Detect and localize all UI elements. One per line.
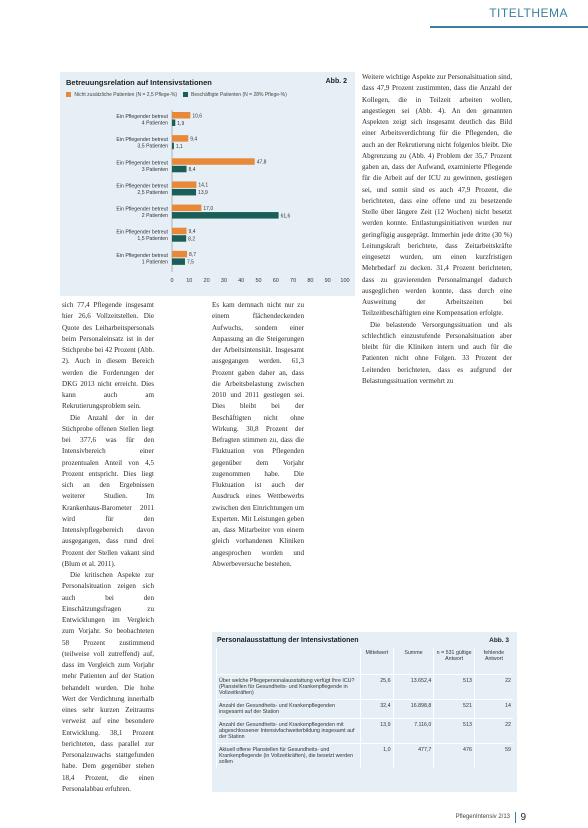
x-tick-label: 50 [255,278,262,284]
legend-label-2: Beschäftigte Patienten (N = 28% Pflege-%) [191,92,287,98]
bar-green [172,235,186,242]
header-rule [430,26,588,28]
table-header-cell: Mittelwert [361,648,393,675]
category-label: Ein Pflegender betreut [116,160,168,167]
bar-orange [172,251,187,258]
bar-value-label: 13,9 [198,190,208,197]
category-label: 3 Patienten [141,166,168,173]
category-label: 2,5 Patienten [137,189,168,196]
x-tick-label: 80 [307,278,314,284]
table-cell: 22 [474,675,513,700]
category-label: Ein Pflegender betreut [116,252,168,259]
legend-label-1: Nicht zusätzliche Patienten (N = 2,5 Pflege-%) [74,92,178,98]
text-column-3 [362,72,512,622]
x-tick-label: 60 [272,278,279,284]
bar-green [172,212,279,219]
paragraph: Die Anzahl der in der Stichprobe offenen Stellen liegt bei 377,6 was für den Intensivbereich einer prozentualen Anteil von 4,5 Prozent entspricht. Dies liegt sich an den Ergebnissen weiterer Studien. Im Krankenhaus-Barometer 2011 wird für den Intensivpflegebereich davon ausgegangen, dass rund drei Prozent der Stellen vakant sind (Blum et al. 2011). [62,413,154,568]
bar-value-label: 47,8 [256,159,267,166]
bar-orange [172,112,190,119]
table-cell: 477,7 [393,744,434,769]
paragraph: sich 77,4 Pflegende insgesamt hier 26,6 Vollzeitstellen. Die Quote des Leiharbeitspersonals beim Personaleinsatz ist in der Stichprobe bei 42 Prozent (Abb. 2). Auch in diesem Bereich werden die Forderungen der DKG 2013 nicht erreicht. Dies kann auch am Rekrutierungsproblem sein. [62,301,154,411]
category-label: 2 Patienten [141,213,168,220]
table-cell: 13,9 [361,719,393,744]
x-tick-label: 20 [203,278,210,284]
table-header-cell: n = 531 gültige Antwort [434,648,475,675]
page-number: 9 [515,812,526,823]
footer-journal: PflegenIntensiv 2/13 [455,814,510,820]
table-cell: Über welche Pflegepersonalausstattung verfügt Ihre ICU? (Planstellen für Gesundheits- und Krankenpflegende in Vollzeitkräften) [217,675,361,700]
bar-orange [172,181,196,188]
table-cell: 7.116,0 [393,719,434,744]
staffing-table-box [212,632,517,792]
bar-value-label: 9,4 [190,136,198,143]
staffing-table [216,648,513,768]
table-cell: 25,6 [361,675,393,700]
category-label: Ein Pflegender betreut [116,137,168,144]
bar-chart-svg [60,72,355,296]
table-cell: Aktuell offene Planstellen für Gesundheits- und Krankenpflegende (in Vollzeitkräften), die besetzt werden sollen [217,744,361,769]
table-cell: 32,4 [361,700,393,719]
bar-value-label: 8,2 [188,236,196,243]
table-cell: 513 [434,719,475,744]
table-cell: 513 [434,675,475,700]
table-title: Personalausstattung der Intensivstationen [217,637,359,644]
bar-green [172,166,187,173]
bar-orange [172,135,188,142]
table-cell: 16.898,8 [393,700,434,719]
bar-orange [172,205,201,212]
table-row [217,719,514,744]
chart-figure [60,72,355,296]
bar-green [172,258,185,265]
category-label: Ein Pflegender betreut [116,229,168,236]
x-tick-label: 10 [186,278,193,284]
bar-value-label: 8,7 [189,252,197,259]
table-row [217,700,514,719]
table-header-cell [217,648,361,675]
category-label: 1 Patienten [141,259,168,266]
table-cell: 1,0 [361,744,393,769]
bar-value-label: 17,0 [203,205,214,212]
x-tick-label: 40 [238,278,245,284]
bar-green [172,120,175,127]
table-cell: 22 [474,719,513,744]
bar-value-label: 14,1 [198,182,209,189]
table-row [217,744,514,769]
bar-value-label: 61,6 [280,213,291,220]
bar-orange [172,158,255,165]
category-label: 3,5 Patienten [137,143,168,150]
category-label: Ein Pflegender betreut [116,206,168,213]
paragraph: Die kritischen Aspekte zur Personalsituation zeigen sich auch bei den Einschätzungsfragen zu Entwicklungen im Vergleich zum Vorjahr. So beobachteten 58 Prozent zustimmend (teilweise voll zutreffend) auf, dass im Vergleich zum Vorjahr mehr Patienten auf der Station behandelt wurden. Die hohe Wert der Verdichtung innerhalb eines sehr kurzen Zeitraums verweist auf eine besondere Entwicklung. 38,1 Prozent berichteten, dass parallel zur Personalzuwachs stattgefunden habe. Dem gegenüber stehen 18,4 Prozent, die einen Personalabbau erfuhren. [62,571,154,793]
category-label: Ein Pflegender betreut [116,183,168,190]
table-row [217,675,514,700]
table-figure-number: Abb. 3 [489,637,509,644]
paragraph: Es kam demnach nicht nur zu einem flächendeckenden Aufwuchs, sondern einer Anpassung an die Steigerungen der Arbeitsintensität. Insgesamt ausgegangen werden. 61,3 Prozent gaben daher an, dass die Arbeitsbelastung zwischen 2010 und 2011 gestiegen sei. Dies bleibt bei der Beschäftigten nicht ohne Wirkung. 30,8 Prozent der Befragten stimmen zu, dass die Fluktuation von Pflegenden gegenüber dem Vorjahr zugenommen habe. Die Fluktuation ist auch der Ausdruck eines Wettbewerbs zwischen den Einrichtungen um Experten. Mit Leistungen geben an, dass Mitarbeiter von einem gleich vorhandenen Kliniken angesprochen worden und Abwerbeversuche bestehen. [212,301,304,568]
table-header-cell: Summe [393,648,434,675]
table-cell: 476 [434,744,475,769]
bar-orange [172,228,187,235]
bar-value-label: 1,9 [177,120,185,127]
bar-value-label: 8,4 [188,167,196,174]
chart-title: Betreuungsrelation auf Intensivstationen [66,78,212,87]
text-column-1 [62,300,154,800]
bar-green [172,143,174,150]
x-tick-label: 30 [220,278,227,284]
category-label: 1,5 Patienten [137,236,168,243]
category-label: Ein Pflegender betreut [116,114,168,120]
chart-figure-number: Abb. 2 [325,78,347,85]
x-tick-label: 0 [170,278,174,284]
table-cell: 59 [474,744,513,769]
table-cell: Anzahl der Gesundheits- und Krankenpflegenden insgesamt auf der Station [217,700,361,719]
paragraph: Die belastende Versorgungssituation und als schlechtlich einzustufende Personalsituation aber bleibt für die Kliniken intern und auch für die Patienten nicht ohne Folgen. 33 Prozent der Leitenden berichteten, dass es aufgrund der Belastungssituation vermehrt zu [362,320,512,385]
bar-value-label: 7,5 [186,259,194,266]
bar-green [172,189,196,196]
table-cell: Anzahl der Gesundheits- und Krankenpflegenden mit abgeschlossener Intensivfachweiterbildung insgesamt auf der Station [217,719,361,744]
bar-value-label: 1,1 [175,143,183,150]
x-tick-label: 70 [290,278,297,284]
text-column-2 [212,300,304,568]
table-cell: 14 [474,700,513,719]
x-tick-label: 90 [324,278,331,284]
table-header-cell: fehlende Antwort [474,648,513,675]
bar-value-label: 10,6 [192,113,203,120]
bar-value-label: 9,4 [188,229,196,236]
category-label: 4 Patienten [141,120,168,127]
x-tick-label: 100 [340,278,350,284]
section-title: TITELTHEMA [489,6,568,20]
table-header-row [217,648,514,675]
header-bar [0,0,588,26]
paragraph: Weitere wichtige Aspekte zur Personalsituation sind, dass 47,9 Prozent zustimmten, dass die Anzahl der Kollegen, die in Teilzeit arbeiten wollen, angestiegen sei (Abb. 4). An den genannten Aspekten zeigt sich insgesamt deutlich das Bild einer Arbeitsverdichtung für die Pflegenden, die auch an der Rekrutierung nicht folgenlos bleibt. Die Abgrenzung zu (Abb. 4) Problem der 35,7 Prozent gaben an, dass der Aufwand, examinierte Pflegende für die Arbeit auf der ICU zu gewinnen, gestiegen sei, und somit sind es auch 47,9 Prozent, die berichteten, dass eine offene und zu besetzende Stelle über längere Zeit (12 Wochen) nicht besetzt werden konnte. Entlastungsinitiativen wurden nur geringfügig ausgeprägt. Immerhin jede dritte (30 %) Leitungskraft berichtete, dass Zeitarbeitskräfte eingesetzt wurden, um einen kurzfristigen Mehrbedarf zu decken. 31,4 Prozent berichteten, dass zu gravierenden Personalmangel dadurch ausgeglichen werden konnte, dass durch eine Ausweitung der Arbeitszeiten bei Teilzeitbeschäftigten eine Kompensation erfolgte. [362,73,512,318]
table-cell: 13.652,4 [393,675,434,700]
table-cell: 521 [434,700,475,719]
